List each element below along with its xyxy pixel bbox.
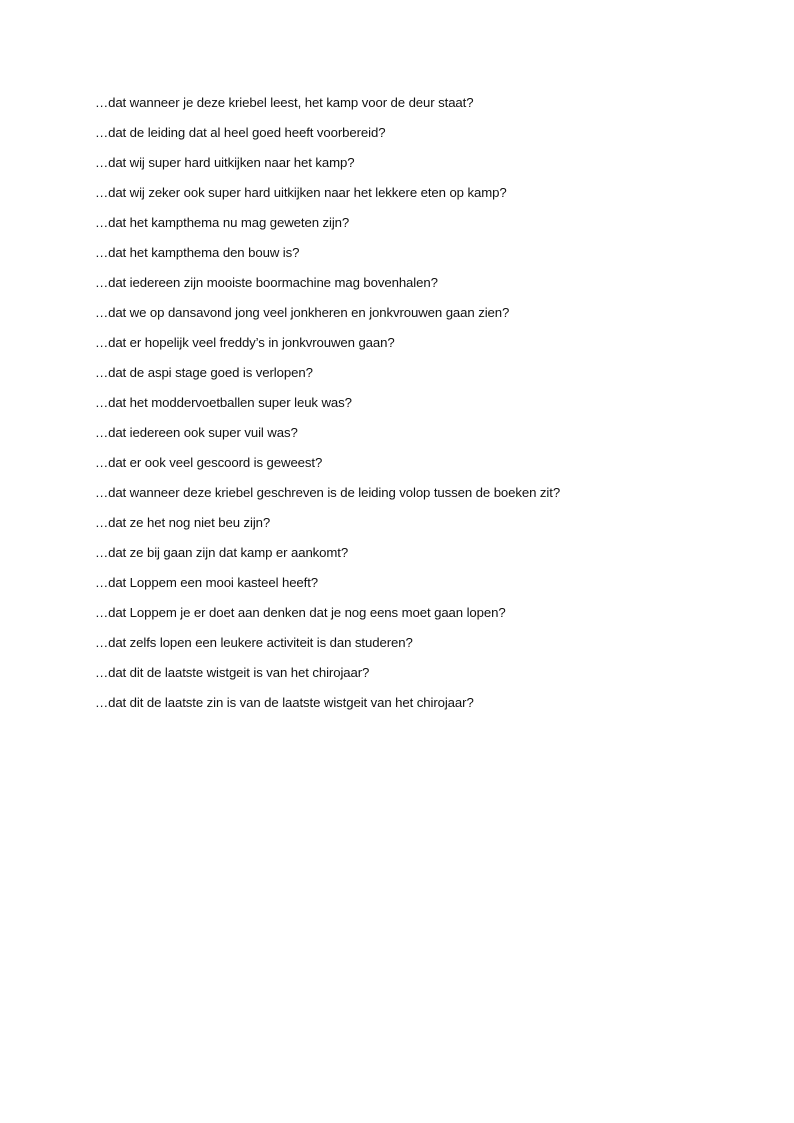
list-item: …dat het moddervoetballen super leuk was?: [95, 395, 352, 410]
list-item: …dat zelfs lopen een leukere activiteit is dan studeren?: [95, 635, 413, 650]
did-you-know-list: [95, 93, 735, 723]
list-item: …dat iedereen zijn mooiste boormachine mag bovenhalen?: [95, 275, 438, 290]
list-item: …dat dit de laatste wistgeit is van het chirojaar?: [95, 665, 370, 680]
list-item: …dat de aspi stage goed is verlopen?: [95, 365, 313, 380]
list-item: …dat Loppem je er doet aan denken dat je nog eens moet gaan lopen?: [95, 605, 506, 620]
list-item: …dat Loppem een mooi kasteel heeft?: [95, 575, 319, 590]
list-item: …dat ze het nog niet beu zijn?: [95, 515, 271, 530]
list-item: …dat wanneer deze kriebel geschreven is de leiding volop tussen de boeken zit?: [95, 485, 561, 500]
list-item: …dat iedereen ook super vuil was?: [95, 425, 298, 440]
list-item: …dat er ook veel gescoord is geweest?: [95, 455, 323, 470]
list-item: …dat wij super hard uitkijken naar het kamp?: [95, 155, 355, 170]
list-item: …dat het kampthema nu mag geweten zijn?: [95, 215, 350, 230]
list-item: …dat het kampthema den bouw is?: [95, 245, 300, 260]
list-item: …dat ze bij gaan zijn dat kamp er aankomt?: [95, 545, 349, 560]
list-item: …dat er hopelijk veel freddy’s in jonkvrouwen gaan?: [95, 335, 395, 350]
list-item: …dat wij zeker ook super hard uitkijken naar het lekkere eten op kamp?: [95, 185, 507, 200]
list-item: …dat we op dansavond jong veel jonkheren en jonkvrouwen gaan zien?: [95, 305, 510, 320]
list-item: …dat wanneer je deze kriebel leest, het kamp voor de deur staat?: [95, 95, 474, 110]
list-item: …dat dit de laatste zin is van de laatste wistgeit van het chirojaar?: [95, 695, 474, 710]
list-item: …dat de leiding dat al heel goed heeft voorbereid?: [95, 125, 386, 140]
